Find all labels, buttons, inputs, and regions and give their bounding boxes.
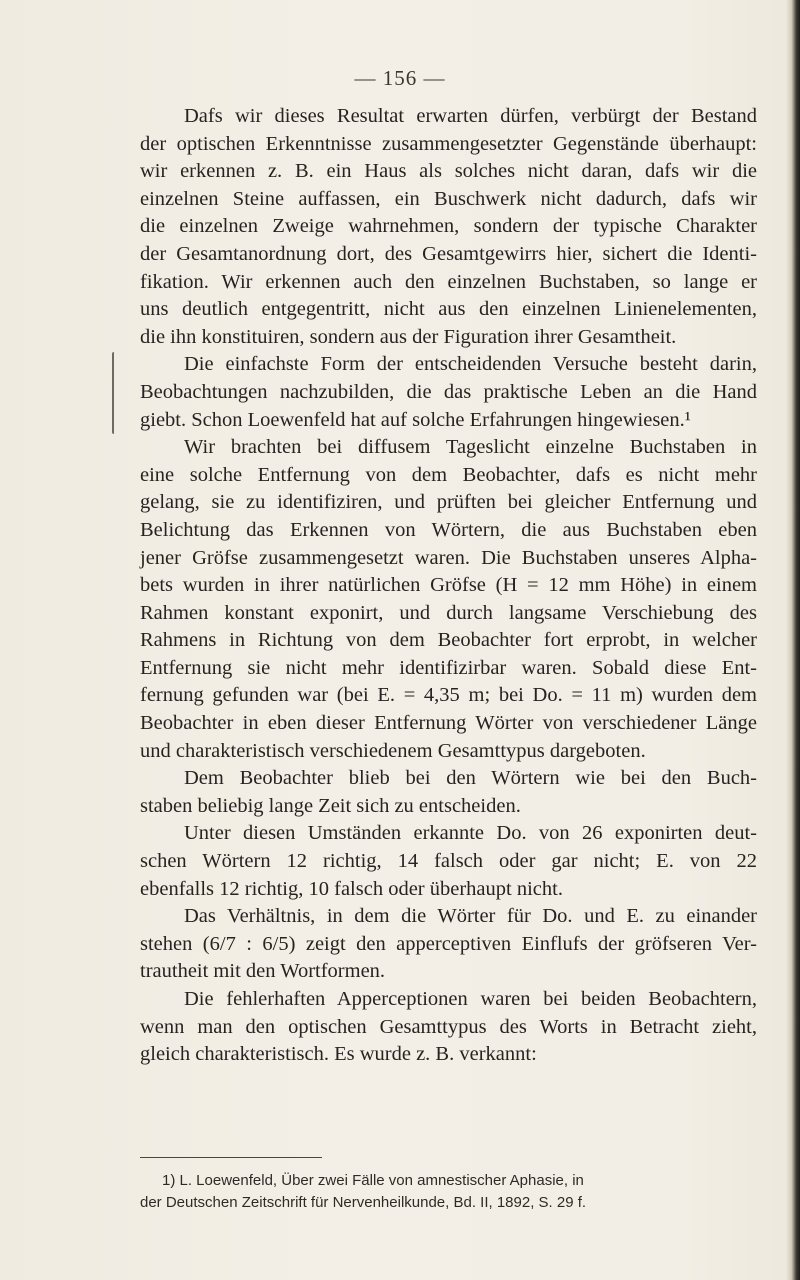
text-line: bets wurden in ihrer natürlichen Gröfse (H = 12 mm Höhe) in einem	[140, 574, 757, 597]
text-line: trautheit mit den Wortformen.	[140, 960, 386, 983]
text-line: jener Gröfse zusammengesetzt waren. Die Buchstaben unseres Alpha-	[140, 546, 757, 569]
text-line: Dafs wir dieses Resultat erwarten dürfen, verbürgt der Bestand	[184, 105, 757, 127]
footnote	[140, 1170, 760, 1214]
page-edge-shadow	[786, 0, 800, 1280]
text-line: staben beliebig lange Zeit sich zu entscheiden.	[140, 794, 521, 817]
text-line: schen Wörtern 12 richtig, 14 falsch oder gar nicht; E. von 22	[140, 850, 757, 873]
footnote-line: 1) L. Loewenfeld, Über zwei Fälle von amnestischer Aphasie, in	[162, 1172, 584, 1189]
text-line: Wir brachten bei diffusem Tageslicht einzelne Buchstaben in	[184, 436, 757, 459]
margin-pencil-mark	[112, 352, 117, 434]
text-line: der optischen Erkenntnisse zusammengesetzter Gegenstände überhaupt:	[140, 132, 757, 155]
text-line: Rahmens in Richtung von dem Beobachter fort erprobt, in welcher	[140, 629, 757, 652]
text-line: Die einfachste Form der entscheidenden Versuche besteht darin,	[184, 353, 757, 376]
text-line: Beobachter in eben dieser Entfernung Wörter von verschiedener Länge	[140, 712, 757, 735]
text-line: Rahmen konstant exponirt, und durch langsame Verschiebung des	[140, 601, 757, 624]
text-line: uns deutlich entgegentritt, nicht aus den einzelnen Linienelementen,	[140, 298, 757, 321]
footnote-line: der Deutschen Zeitschrift für Nervenheilkunde, Bd. II, 1892, S. 29 f.	[140, 1194, 587, 1211]
text-line: stehen (6/7 : 6/5) zeigt den apperceptiven Einflufs der gröfseren Ver-	[140, 932, 757, 955]
text-line: Entfernung sie nicht mehr identifizirbar waren. Sobald diese Ent-	[140, 656, 757, 679]
page-number: — 156 —	[354, 66, 446, 90]
text-line: gleich charakteristisch. Es wurde z. B. verkannt:	[140, 1043, 537, 1066]
text-line: fikation. Wir erkennen auch den einzelnen Buchstaben, so lange er	[140, 270, 757, 293]
text-line: Belichtung das Erkennen von Wörtern, die aus Buchstaben eben	[140, 518, 757, 541]
text-line: der Gesamtanordnung dort, des Gesamtgewirrs hier, sichert die Identi-	[140, 242, 757, 265]
text-line: wir erkennen z. B. ein Haus als solches nicht daran, dafs wir die	[140, 160, 757, 183]
text-line: wenn man den optischen Gesamttypus des Worts in Betracht zieht,	[140, 1015, 757, 1038]
body-text	[140, 103, 757, 1069]
text-line: Das Verhältnis, in dem die Wörter für Do. und E. zu einander	[184, 905, 757, 928]
text-line: eine solche Entfernung von dem Beobachter, dafs es nicht mehr	[140, 463, 757, 486]
text-line: einzelnen Steine auffassen, ein Buschwerk nicht dadurch, dafs wir	[140, 187, 757, 210]
text-line: Die fehlerhaften Apperceptionen waren bei beiden Beobachtern,	[184, 988, 757, 1010]
text-line: die einzelnen Zweige wahrnehmen, sondern der typische Charakter	[140, 215, 757, 238]
text-line: Dem Beobachter blieb bei den Wörtern wie bei den Buch-	[184, 767, 757, 790]
text-line: fernung gefunden war (bei E. = 4,35 m; bei Do. = 11 m) wurden dem	[140, 684, 757, 707]
text-line: und charakteristisch verschiedenem Gesamttypus dargeboten.	[140, 739, 646, 762]
text-line: ebenfalls 12 richtig, 10 falsch oder überhaupt nicht.	[140, 877, 563, 900]
text-line: die ihn konstituiren, sondern aus der Figuration ihrer Gesamtheit.	[140, 325, 677, 348]
text-line: gelang, sie zu identifiziren, und prüften bei gleicher Entfernung und	[140, 491, 757, 514]
text-line: giebt. Schon Loewenfeld hat auf solche Erfahrungen hingewiesen.¹	[140, 408, 691, 431]
text-line: Unter diesen Umständen erkannte Do. von 26 exponirten deut-	[184, 822, 757, 845]
text-line: Beobachtungen nachzubilden, die das praktische Leben an die Hand	[140, 380, 757, 403]
footnote-rule	[140, 1157, 322, 1158]
